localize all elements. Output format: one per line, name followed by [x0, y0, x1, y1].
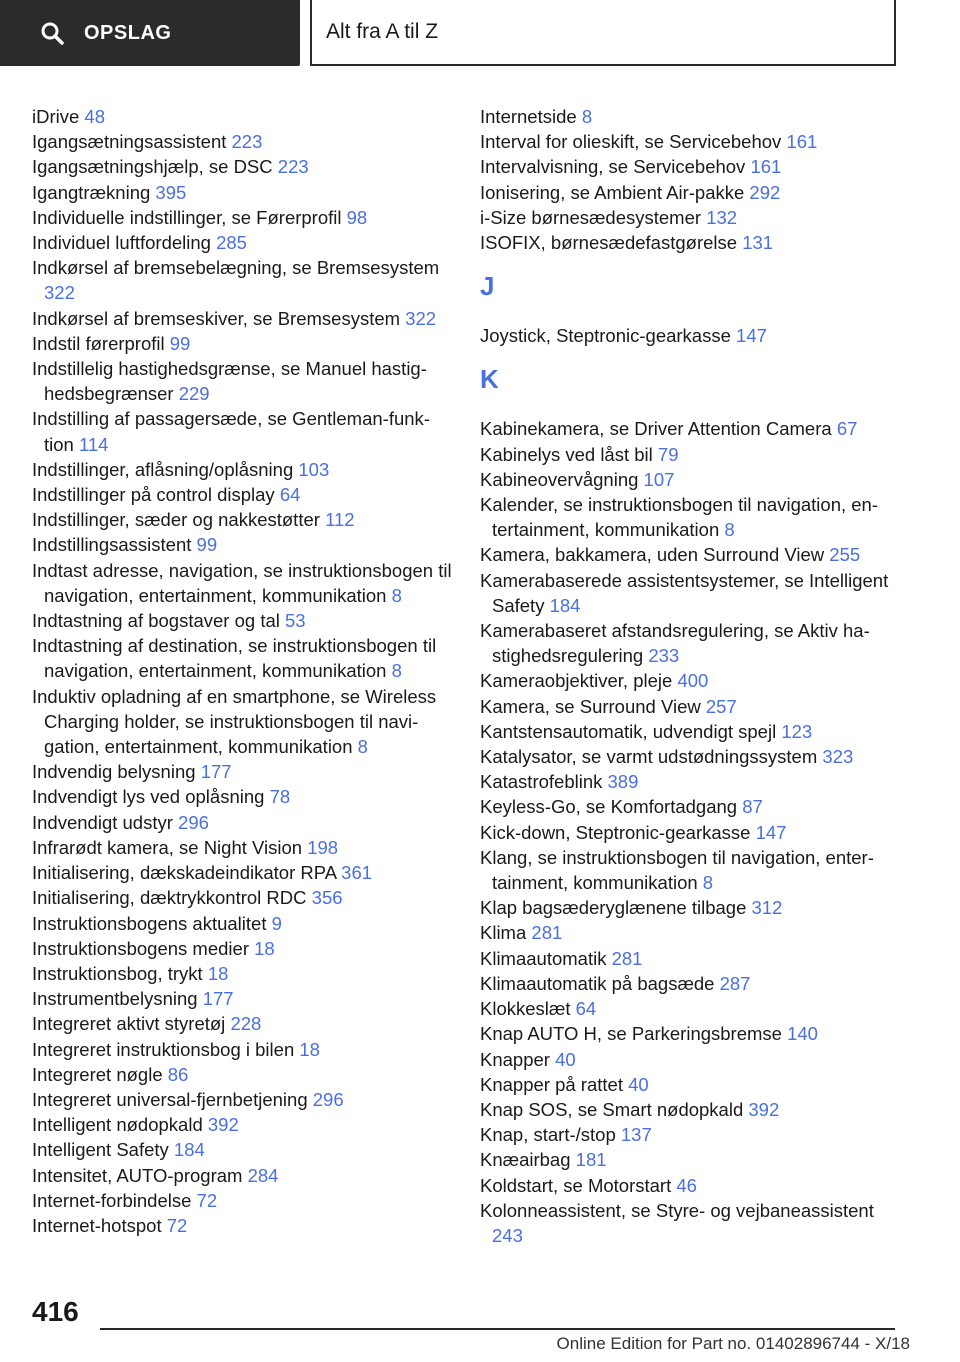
index-entry-text: Kantstensautomatik, udvendigt spejl — [480, 720, 777, 742]
page-link[interactable]: 107 — [643, 468, 675, 490]
page-link[interactable]: 292 — [749, 181, 781, 203]
index-entry — [480, 1097, 900, 1122]
page-link[interactable]: 137 — [620, 1124, 652, 1146]
index-entry-text: Klimaautomatik — [480, 947, 607, 969]
index-entry — [480, 845, 900, 895]
index-entry — [32, 482, 452, 507]
index-entry-text: Intelligent nødopkald — [32, 1114, 203, 1136]
index-entry-text: Indvendig belysning — [32, 761, 196, 783]
page-link[interactable]: 184 — [549, 594, 581, 616]
index-entry-text: Koldstart, se Motorstart — [480, 1174, 672, 1196]
index-entry-text: Indstillinger på control display — [32, 484, 275, 506]
page-link[interactable]: 8 — [702, 872, 714, 894]
page-link[interactable]: 67 — [836, 418, 858, 440]
index-entry-text: Indkørsel af bremsebelægning, se Bremsesystem — [32, 257, 440, 279]
index-entry — [480, 129, 900, 154]
index-entry-text: Indtastning af bogstaver og tal — [32, 610, 280, 632]
index-entry-text: Knapper på rattet — [480, 1073, 623, 1095]
index-entry — [480, 668, 900, 693]
page-link[interactable]: 177 — [202, 988, 234, 1010]
index-entry — [480, 794, 900, 819]
index-entry-text: Klang, se instruktionsbogen til navigation, entertainment, kommunikation — [480, 846, 874, 894]
page-link[interactable]: 87 — [742, 796, 763, 818]
index-entry — [480, 180, 900, 205]
page-link[interactable]: 322 — [405, 307, 437, 329]
index-entry-text: Indvendigt lys ved oplåsning — [32, 786, 265, 808]
index-entry-text: Keyless-Go, se Komfortadgang — [480, 796, 738, 818]
index-entry-text: Kamerabaserede assistentsystemer, se Intelligent Safety — [480, 569, 889, 616]
page-link[interactable]: 86 — [167, 1063, 189, 1085]
index-entry — [32, 457, 452, 482]
index-entry — [32, 406, 452, 456]
index-entry — [32, 356, 452, 406]
index-entry-text: Infrarødt kamera, se Night Vision — [32, 836, 303, 858]
index-entry — [32, 104, 452, 129]
index-entry — [480, 542, 900, 567]
index-entry-text: Instrumentbelysning — [32, 988, 198, 1010]
index-entry-text: Indtast adresse, navigation, se instruktionsbogen til navigation, entertainment, kommunikation — [32, 559, 452, 606]
page-link[interactable]: 161 — [750, 156, 782, 178]
page-link[interactable]: 257 — [705, 695, 737, 717]
index-entry-text: Instruktionsbog, trykt — [32, 962, 203, 984]
page-link[interactable]: 40 — [628, 1073, 649, 1095]
page-link[interactable]: 147 — [736, 325, 767, 347]
page-link[interactable]: 147 — [755, 821, 787, 843]
index-entry — [32, 1137, 452, 1162]
index-entry-text: Indstillinger, aflåsning/oplåsning — [32, 458, 294, 480]
index-entry-text: Igangsætningshjælp, se DSC — [32, 156, 273, 178]
index-entry — [480, 618, 900, 668]
page-link[interactable]: 48 — [84, 106, 105, 127]
index-entry — [32, 230, 452, 255]
page-link[interactable]: 285 — [216, 232, 247, 254]
index-entry — [480, 1147, 900, 1172]
index-entry-text: Indvendigt udstyr — [32, 811, 173, 833]
index-entry — [32, 608, 452, 633]
page-link[interactable]: 296 — [312, 1088, 344, 1110]
index-entry — [32, 1112, 452, 1137]
page-link[interactable]: 228 — [230, 1013, 262, 1035]
index-entry-text: Kolonneassistent, se Styre- og vejbaneassistent — [480, 1199, 874, 1221]
index-entry — [32, 180, 452, 205]
index-entry — [480, 442, 900, 467]
index-entry-text: Klimaautomatik på bagsæde — [480, 972, 715, 994]
index-entry — [480, 946, 900, 971]
page-link[interactable]: 395 — [155, 181, 187, 203]
index-entry-text: Instruktionsbogens aktualitet — [32, 912, 267, 934]
index-column-left — [32, 104, 452, 1238]
page-link[interactable]: 223 — [231, 131, 263, 153]
section-letter-k: K — [480, 364, 499, 395]
index-entry-text: Interval for olieskift, se Servicebehov — [480, 131, 782, 153]
page-link[interactable]: 132 — [706, 206, 738, 228]
index-entry — [32, 911, 452, 936]
index-entry — [480, 744, 900, 769]
index-entry — [32, 860, 452, 885]
page-link[interactable]: 392 — [748, 1098, 780, 1120]
page-link[interactable]: 79 — [657, 443, 679, 465]
index-entry-text: Integreret instruktionsbog i bilen — [32, 1038, 295, 1060]
index-entry-text: Indstil førerprofil — [32, 332, 165, 354]
page-link[interactable]: 64 — [575, 998, 597, 1020]
page-link[interactable]: 40 — [555, 1048, 576, 1070]
index-entry-text: Igangtrækning — [32, 181, 151, 203]
index-entry-text: Klokkeslæt — [480, 998, 571, 1020]
index-entry — [480, 323, 900, 348]
page-link[interactable]: 198 — [307, 836, 339, 858]
index-entry-text: Klap bagsæderyglænene tilbage — [480, 897, 747, 919]
tab-opslag[interactable] — [0, 0, 300, 66]
index-entry — [480, 769, 900, 794]
page-link[interactable]: 8 — [724, 519, 735, 541]
index-entry — [32, 1188, 452, 1213]
index-entry-text: Knæairbag — [480, 1149, 571, 1171]
index-entry — [480, 104, 900, 129]
page-link[interactable]: 103 — [298, 458, 330, 480]
page-number: 416 — [32, 1296, 79, 1327]
page-link[interactable]: 112 — [325, 509, 355, 531]
index-entry — [32, 306, 452, 331]
index-entry-text: Kabineovervågning — [480, 468, 639, 490]
index-entry — [32, 986, 452, 1011]
page-link[interactable]: 400 — [677, 670, 709, 692]
index-entry — [32, 633, 452, 683]
index-entry-text: Katalysator, se varmt udstødningssystem — [480, 746, 818, 768]
index-entry — [32, 558, 452, 608]
search-icon — [40, 21, 64, 45]
page-link[interactable]: 323 — [822, 746, 854, 768]
breadcrumb-label: Alt fra A til Z — [326, 20, 439, 43]
index-entry-text: Indstillingsassistent — [32, 534, 192, 556]
index-entry — [32, 1213, 452, 1238]
index-entry — [480, 1047, 900, 1072]
page-link[interactable]: 99 — [169, 332, 191, 354]
index-entry-text: Joystick, Steptronic-gearkasse — [480, 325, 731, 347]
index-entry — [480, 230, 900, 255]
index-entry — [32, 205, 452, 230]
index-entry-text: Ionisering, se Ambient Air-pakke — [480, 181, 745, 203]
page-link[interactable]: 140 — [787, 1023, 818, 1045]
index-entry-text: Integreret nøgle — [32, 1063, 163, 1085]
index-entry — [32, 1037, 452, 1062]
index-entry-text: Induktiv opladning af en smartphone, se Wireless Charging holder, se instruktionsbogen til navigation, entertainment, kommunikation — [32, 685, 437, 758]
page-link[interactable]: 8 — [391, 660, 402, 682]
index-entry — [480, 1021, 900, 1046]
index-entry-text: Igangsætningsassistent — [32, 131, 227, 153]
tab-opslag-label: OPSLAG — [84, 21, 172, 44]
index-entry-text: Knapper — [480, 1048, 550, 1070]
page-link[interactable]: 177 — [200, 761, 232, 783]
index-entry-text: Internet-forbindelse — [32, 1189, 192, 1211]
index-entry — [32, 684, 452, 760]
page-link[interactable]: 18 — [207, 962, 229, 984]
index-entry-text: Initialisering, dækskadeindikator RPA — [32, 862, 337, 884]
index-entry-text: Kamera, se Surround View — [480, 695, 701, 717]
index-entry-text: Kalender, se instruktionsbogen til navigation, entertainment, kommunikation — [480, 494, 879, 541]
index-entry — [480, 719, 900, 744]
index-entry — [32, 1011, 452, 1036]
index-entry — [480, 1173, 900, 1198]
index-entry — [480, 920, 900, 945]
index-entry — [480, 895, 900, 920]
index-entry-text: Intervalvisning, se Servicebehov — [480, 156, 746, 178]
page-link[interactable]: 9 — [271, 912, 282, 934]
index-entry-text: Klima — [480, 922, 527, 944]
index-entry-text: Knap AUTO H, se Parkeringsbremse — [480, 1023, 782, 1045]
page-link[interactable]: 296 — [178, 811, 209, 833]
index-entry-text: Initialisering, dæktrykkontrol RDC — [32, 887, 307, 909]
index-entry-text: Intensitet, AUTO-program — [32, 1164, 243, 1186]
index-entry-text: Instruktionsbogens medier — [32, 937, 249, 959]
index-entry — [32, 961, 452, 986]
index-column-right — [480, 104, 900, 1248]
page-link[interactable]: 392 — [207, 1114, 239, 1136]
index-entry-text: Integreret aktivt styretøj — [32, 1013, 226, 1035]
page-link[interactable]: 98 — [346, 206, 368, 228]
page-link[interactable]: 72 — [166, 1214, 188, 1236]
index-entry-text: iDrive — [32, 106, 80, 127]
page-link[interactable]: 64 — [279, 484, 301, 506]
page-link[interactable]: 8 — [391, 584, 402, 606]
index-entry-text: Indstillinger, sæder og nakkestøtter — [32, 509, 320, 531]
index-entry — [480, 1072, 900, 1097]
index-entry — [480, 568, 900, 618]
page-link[interactable]: 312 — [751, 897, 783, 919]
index-entry-text: Individuel luftfordeling — [32, 232, 211, 254]
index-entry — [32, 784, 452, 809]
index-entry — [480, 416, 900, 441]
index-entry — [32, 835, 452, 860]
index-entry-text: Indtastning af destination, se instruktionsbogen til navigation, entertainment, kommunikation — [32, 635, 437, 682]
page-link[interactable]: 161 — [786, 131, 818, 153]
page-link[interactable]: 99 — [196, 534, 218, 556]
index-entry — [480, 820, 900, 845]
index-entry — [480, 1122, 900, 1147]
index-entry-text: Kamera, bakkamera, uden Surround View — [480, 544, 825, 566]
index-entry — [32, 331, 452, 356]
index-entry — [32, 1087, 452, 1112]
index-entry — [480, 467, 900, 492]
page-link[interactable]: 78 — [269, 786, 291, 808]
index-entry — [32, 1062, 452, 1087]
index-entry — [480, 1198, 900, 1248]
page-link[interactable]: 123 — [781, 720, 813, 742]
page-link[interactable]: 8 — [357, 736, 368, 758]
index-entry-text: Intelligent Safety — [32, 1139, 169, 1161]
page-link[interactable]: 356 — [311, 887, 343, 909]
index-entry-text: Integreret universal-fjernbetjening — [32, 1088, 308, 1110]
page-link[interactable]: 46 — [676, 1174, 697, 1196]
index-entry-text: Indstillelig hastighedsgrænse, se Manuel hastighedsbegrænser — [32, 358, 427, 405]
page-link[interactable]: 361 — [341, 862, 373, 884]
footer-divider — [100, 1328, 895, 1330]
index-entry-text: Katastrofeblink — [480, 771, 603, 793]
index-entry — [480, 154, 900, 179]
index-entry-text: Internet-hotspot — [32, 1214, 162, 1236]
index-entry-text: Indkørsel af bremseskiver, se Bremsesystem — [32, 307, 401, 329]
index-entry — [480, 205, 900, 230]
index-entry-text: Kabinelys ved låst bil — [480, 443, 653, 465]
page-link[interactable]: 229 — [178, 383, 210, 405]
page-link[interactable]: 281 — [531, 922, 563, 944]
index-entry-text: Knap SOS, se Smart nødopkald — [480, 1098, 744, 1120]
index-entry-text: Internetside — [480, 106, 577, 127]
index-entry-text: ISOFIX, børnesædefastgørelse — [480, 232, 738, 254]
index-entry-text: Kamerabaseret afstandsregulering, se Aktiv hastighedsregulering — [480, 620, 870, 667]
index-entry — [32, 759, 452, 784]
index-entry — [32, 1163, 452, 1188]
page-link[interactable]: 8 — [581, 106, 593, 127]
index-entry-text: Indstilling af passagersæde, se Gentleman-funktion — [32, 408, 430, 455]
page-link[interactable]: 181 — [575, 1149, 607, 1171]
index-entry-text: Kameraobjektiver, pleje — [480, 670, 673, 692]
index-entry-text: i-Size børnesædesystemer — [480, 206, 702, 228]
index-entry — [32, 507, 452, 532]
page-link[interactable]: 131 — [742, 232, 774, 254]
page-link[interactable]: 18 — [254, 937, 275, 959]
page-link[interactable]: 389 — [607, 771, 639, 793]
page-link[interactable]: 243 — [492, 1224, 523, 1246]
page-link[interactable]: 18 — [299, 1038, 320, 1060]
page-link[interactable]: 114 — [78, 433, 109, 455]
index-entry-text: Kabinekamera, se Driver Attention Camera — [480, 418, 832, 440]
index-entry — [480, 971, 900, 996]
index-entry — [32, 129, 452, 154]
page-link[interactable]: 255 — [829, 544, 861, 566]
breadcrumb[interactable] — [310, 0, 896, 66]
page-header — [0, 0, 960, 66]
page-link[interactable]: 284 — [247, 1164, 279, 1186]
index-entry — [32, 532, 452, 557]
page-link[interactable]: 53 — [285, 610, 306, 632]
index-entry — [32, 885, 452, 910]
index-entry — [32, 255, 452, 305]
page-link[interactable]: 281 — [611, 947, 643, 969]
section-letter-j: J — [480, 271, 495, 302]
index-entry — [480, 492, 900, 542]
index-entry-text: Kick-down, Steptronic-gearkasse — [480, 821, 751, 843]
index-entry — [480, 694, 900, 719]
page-link[interactable]: 287 — [719, 972, 751, 994]
index-entry — [32, 936, 452, 961]
page-link[interactable]: 72 — [196, 1189, 218, 1211]
index-entry — [32, 154, 452, 179]
page-link[interactable]: 233 — [648, 645, 680, 667]
page-link[interactable]: 223 — [277, 156, 309, 178]
page-link[interactable]: 184 — [173, 1139, 205, 1161]
index-entry-text: Individuelle indstillinger, se Førerprofil — [32, 206, 342, 228]
index-entry-text: Knap, start-/stop — [480, 1124, 616, 1146]
index-entry — [32, 810, 452, 835]
page-link[interactable]: 322 — [44, 282, 75, 304]
footer-edition: Online Edition for Part no. 01402896744 - X/18 — [556, 1334, 910, 1353]
index-entry — [480, 996, 900, 1021]
